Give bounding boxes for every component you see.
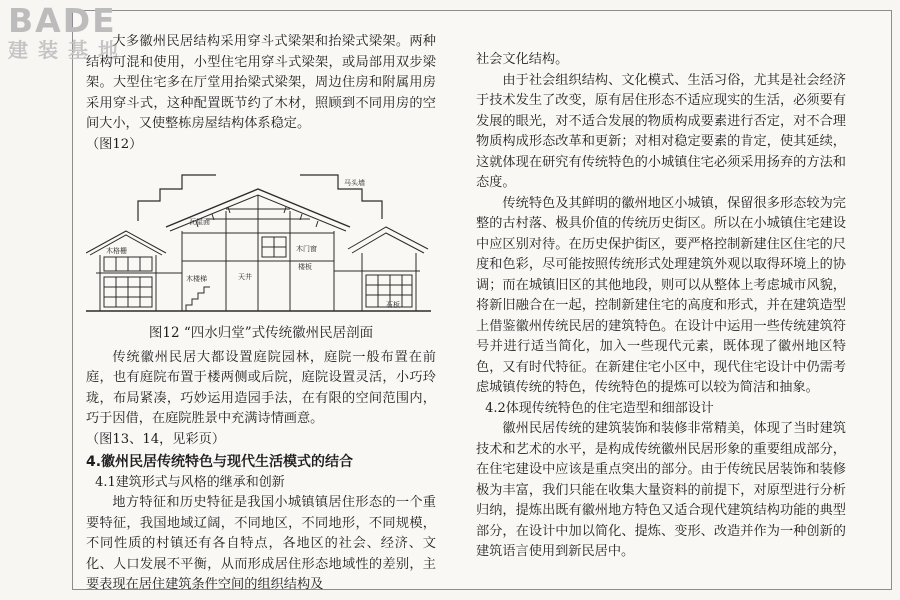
label-stone: 石板 <box>386 301 400 309</box>
section-heading-4: 4.徽州民居传统特色与现代生活模式的结合 <box>86 454 354 470</box>
label-courtyard: 天井 <box>238 273 252 281</box>
figure-ref-13-14: （图13、14，见彩页） <box>86 431 226 447</box>
figure-ref-12: （图12） <box>86 136 143 152</box>
paragraph-social-change: 由于社会组织结构、文化模式、生活习俗，尤其是社会经济于技术发生了改变，原有居住形态不适应现实的生活，必须要有发展的眼光，对不适合发展的物质构成要素进行否定，对不合理物质构成形态改革和更新；对相对稳定要素的肯定，使其延续，这就体现在研究有传统特色的小城镇住宅必须采用扬弃的方法和态度。 <box>476 72 846 190</box>
section-heading-4-1: 4.1建筑形式与风格的继承和创新 <box>95 474 285 490</box>
label-gable-wall: 马头墙 <box>344 179 365 187</box>
label-roof: 瓦屋面 <box>189 218 210 226</box>
paragraph-courtyard: 传统徽州民居大都设置庭院园林，庭院一般布置在前庭，也有庭院布置于楼两侧或后院，庭院设置灵活，小巧玲珑，布局紧凑，巧妙运用造园手法，在有限的空间范围内，巧于因借，在庭院胜景中充满诗情画意。 <box>86 349 436 426</box>
label-floor: 楼板 <box>298 263 312 271</box>
figure-12-section-drawing <box>86 161 431 321</box>
paragraph-historic-districts: 传统特色及其鲜明的徽州地区小城镇，保留很多形态较为完整的古村落、极具价值的传统历史街区。所以在小城镇住宅建设中应区别对待。在历史保护街区，要严格控制新建住区住宅的尺度和色彩，尽可能按照传统形式处理建筑外观以取得环境上的协调；而在城镇旧区的其他地段，则可以从整体上考虑城市风貌，将新旧融合在一起，控制新建住宅的高度和形式，并在建筑造型上借鉴徽州传统民居的建筑特色。在设计中运用一些传统建筑符号并进行适当简化，加入一些现代元素，既体现了徽州地区特色，又有时代特征。在新建住宅小区中，现代住宅设计中仍需考虑城镇传统的特色，传统特色的提炼可以较为简洁和抽象。 <box>476 195 846 395</box>
paragraph-decoration: 徽州民居传统的建筑装饰和装修非常精美，体现了当时建筑技术和艺术的水平，是构成传统徽州民居形象的重要组成部分，在住宅建设中应该是重点突出的部分。由于传统民居装饰和装修极为丰富，我们只能在收集大量资料的前提下，对原型进行分析归纳，提炼出既有徽州地方特色又适合现代建筑结构功能的典型部分，在设计中加以简化、提炼、变形、改造并作为一种创新的建筑语言使用到新民居中。 <box>476 421 846 559</box>
left-column <box>86 32 436 596</box>
label-stairs: 木楼梯 <box>186 275 207 283</box>
section-drawing-svg <box>86 161 431 321</box>
logo-cjk: 建装基地 <box>8 38 128 62</box>
paragraph-regional-features: 地方特征和历史特征是我国小城镇镇居住形态的一个重要特征，我国地域辽阔，不同地区，不同地形，不同规模，不同性质的村镇还有各自特点，各地区的社会、经济、文化、人口发展不平衡，从而形成居住形态地域性的差别，主要表现在居住建筑条件空间的组织结构及 <box>86 495 436 592</box>
logo-latin: BADE <box>8 1 117 40</box>
paragraph-structure: 大多徽州民居结构采用穿斗式梁架和抬梁式梁架。两种结构可混和使用，小型住宅用穿斗式梁架，或局部用双步梁架。大型住宅多在厅堂用抬梁式梁架，周边住房和附属用房采用穿斗式，这种配置既节约了木材，照顾到不同用房的空间大小，又使整栋房屋结构体系稳定。 <box>86 34 436 131</box>
paragraph-continuation: 社会文化结构。 <box>476 52 569 67</box>
right-column <box>476 50 846 563</box>
figure-12-caption: 图12 “四水归堂”式传统徽州民居剖面 <box>148 325 374 341</box>
label-doors: 木门窗 <box>296 245 317 253</box>
label-lattice: 木格栅 <box>106 247 127 255</box>
section-heading-4-2: 4.2体现传统特色的住宅造型和细部设计 <box>485 400 714 416</box>
